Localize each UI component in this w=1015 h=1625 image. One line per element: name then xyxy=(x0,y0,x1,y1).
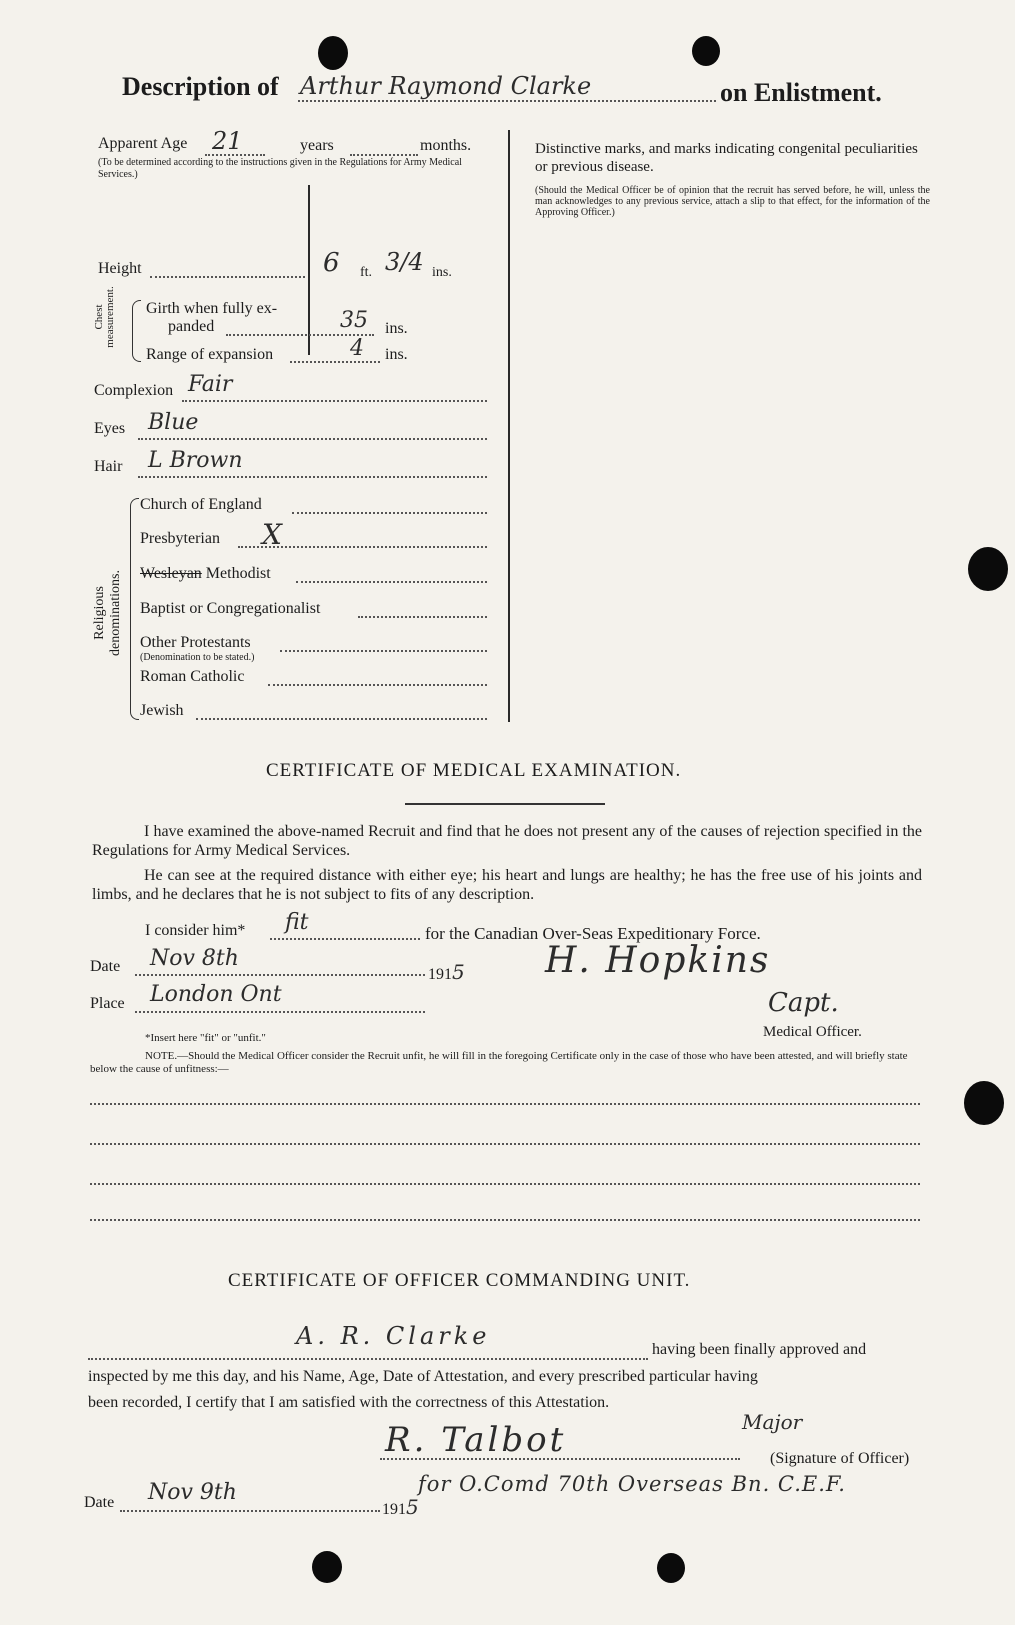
eyes-label: Eyes xyxy=(94,420,126,437)
officer-year-printed: 191 xyxy=(382,1501,406,1518)
officer-text-2: inspected by me this day, and his Name, Age, Date of Attestation, and every prescribed particular having xyxy=(88,1368,758,1385)
binder-hole-right-lower xyxy=(964,1081,1004,1125)
medical-date-value: Nov 8th xyxy=(150,946,239,971)
insert-note: *Insert here "fit" or "unfit." xyxy=(145,1032,266,1044)
medical-date-dots xyxy=(135,974,425,976)
eyes-value: Blue xyxy=(148,410,199,435)
officer-heading: CERTIFICATE OF OFFICER COMMANDING UNIT. xyxy=(228,1270,691,1291)
presbyterian-dots xyxy=(238,546,487,548)
description-title xyxy=(122,72,279,102)
medical-place-value: London Ont xyxy=(150,982,282,1007)
hair-value: L Brown xyxy=(148,448,243,473)
officer-text-1: having been finally approved and xyxy=(652,1341,867,1358)
distinctive-marks-note: (Should the Medical Officer be of opinion that the recruit has served before, he will, unless the man acknowledges to any previous service, attach a slip to that effect, for the information of the Approving Officer.) xyxy=(535,185,930,218)
age-value: 21 xyxy=(212,127,243,155)
range-ins-label: ins. xyxy=(385,346,408,363)
consider-dots xyxy=(270,938,420,940)
range-value: 4 xyxy=(350,336,364,361)
other-protestants-note: (Denomination to be stated.) xyxy=(140,652,255,663)
complexion-value: Fair xyxy=(188,372,233,397)
unfit-note: NOTE.—Should the Medical Officer consider the Recruit unfit, he will fill in the foregoing Certificate only in the case of those who have been attested, and will briefly state below the cause of unfitness:— xyxy=(90,1050,908,1075)
age-years-label: years xyxy=(300,137,334,154)
officer-unit-note: for O.Comd 70th Overseas Bn. C.E.F. xyxy=(418,1472,846,1496)
wesleyan-struck: Wesleyan xyxy=(140,565,202,582)
religion-side-text: Religious denominations. xyxy=(92,570,123,656)
chest-side-text: Chest measurement. xyxy=(93,286,116,348)
officer-year-written: 5 xyxy=(406,1495,419,1519)
unfitness-line-1 xyxy=(90,1103,920,1105)
range-dots xyxy=(290,361,380,363)
range-label: Range of expansion xyxy=(146,346,274,363)
officer-signature: R. Talbot xyxy=(385,1420,567,1460)
age-months-dots xyxy=(350,154,418,156)
recruit-name-handwritten: Arthur Raymond Clarke xyxy=(300,72,592,100)
methodist-dots xyxy=(296,581,487,583)
medical-heading: CERTIFICATE OF MEDICAL EXAMINATION. xyxy=(266,760,682,781)
jewish-dots xyxy=(196,718,487,720)
officer-year xyxy=(382,1495,419,1519)
unfitness-line-4 xyxy=(90,1219,920,1221)
binder-hole-top xyxy=(318,36,348,70)
medical-year-printed: 191 xyxy=(428,966,452,983)
medical-officer-signature: H. Hopkins xyxy=(545,940,771,981)
binder-hole-bottom-left xyxy=(312,1551,342,1583)
officer-recruit-name: A. R. Clarke xyxy=(296,1322,491,1350)
consider-label: I consider him* xyxy=(145,922,246,939)
girth-ins-label: ins. xyxy=(385,320,408,337)
medical-heading-rule xyxy=(405,803,605,805)
complexion-dots xyxy=(182,400,487,402)
religion-side-label xyxy=(92,558,124,668)
officer-recruit-dots xyxy=(88,1358,648,1360)
eyes-dots xyxy=(138,438,487,440)
unfitness-line-2 xyxy=(90,1143,920,1145)
presbyterian: Presbyterian xyxy=(140,530,220,547)
baptist: Baptist or Congregationalist xyxy=(140,600,321,617)
methodist: Methodist xyxy=(205,565,271,582)
age-months-label: months. xyxy=(420,137,472,154)
medical-para-1: I have examined the above-named Recruit and find that he does not present any of the causes of rejection specified in the Regulations for Army Medical Services. xyxy=(92,823,922,859)
name-dotted-line xyxy=(298,100,716,102)
roman-catholic: Roman Catholic xyxy=(140,668,245,685)
girth-label-1: Girth when fully ex- xyxy=(146,300,278,317)
medical-year-written: 5 xyxy=(452,960,465,984)
binder-hole-top-right xyxy=(692,36,720,66)
baptist-dots xyxy=(358,616,487,618)
medical-place-dots xyxy=(135,1011,425,1013)
unfitness-line-3 xyxy=(90,1183,920,1185)
medical-officer-rank: Capt. xyxy=(768,988,839,1018)
for-force: for the Canadian Over-Seas Expeditionary Force. xyxy=(425,924,761,943)
officer-date-dots xyxy=(120,1510,380,1512)
religion-brace xyxy=(130,498,139,720)
hair-label: Hair xyxy=(94,458,123,475)
complexion-label: Complexion xyxy=(94,382,174,399)
height-ft-label: ft. xyxy=(360,265,373,280)
description-suffix: on Enlistment. xyxy=(720,78,882,107)
description-prefix: Description of xyxy=(122,72,279,101)
officer-date-label: Date xyxy=(84,1494,115,1511)
height-inches: 3/4 xyxy=(385,248,424,276)
age-label: Apparent Age xyxy=(98,135,188,152)
officer-signature-label: (Signature of Officer) xyxy=(770,1450,910,1467)
chest-brace xyxy=(132,300,141,362)
girth-value: 35 xyxy=(340,308,368,333)
church-dots xyxy=(292,512,487,514)
officer-date-value: Nov 9th xyxy=(148,1480,237,1505)
distinctive-marks-text: Distinctive marks, and marks indicating congenital peculiarities or previous disease. xyxy=(535,141,918,175)
church-of-england: Church of England xyxy=(140,496,262,513)
medical-year xyxy=(428,960,465,984)
jewish: Jewish xyxy=(140,702,184,719)
binder-hole-bottom-right xyxy=(657,1553,685,1583)
height-dots xyxy=(150,276,305,278)
measure-column-divider xyxy=(308,185,310,355)
officer-text-3: been recorded, I certify that I am satisfied with the correctness of this Attestation. xyxy=(88,1394,610,1411)
officer-rank: Major xyxy=(742,1410,803,1434)
medical-para-2: He can see at the required distance with either eye; his heart and lungs are healthy; he has the free use of his joints and limbs, and he declares that he is not subject to fits of any description. xyxy=(92,867,922,903)
roman-catholic-dots xyxy=(268,684,487,686)
chest-side-label xyxy=(94,282,116,352)
height-label: Height xyxy=(98,260,142,277)
medical-officer-label: Medical Officer. xyxy=(763,1024,862,1040)
height-feet: 6 xyxy=(323,248,340,278)
presbyterian-mark: X xyxy=(262,518,282,551)
other-protestants: Other Protestants xyxy=(140,634,251,651)
officer-signature-dots xyxy=(380,1458,740,1460)
hair-dots xyxy=(138,476,487,478)
age-note: (To be determined according to the instructions given in the Regulations for Army Medical Services.) xyxy=(98,157,462,180)
other-protestants-dots xyxy=(280,650,487,652)
consider-value: fit xyxy=(285,910,309,935)
age-dots xyxy=(205,154,265,156)
left-column-divider xyxy=(508,130,510,722)
medical-date-label: Date xyxy=(90,958,121,975)
medical-place-label: Place xyxy=(90,995,125,1012)
height-ins-label: ins. xyxy=(432,265,452,280)
methodist-line xyxy=(140,565,271,583)
girth-label-2: panded xyxy=(168,318,215,335)
binder-hole-right-upper xyxy=(968,547,1008,591)
